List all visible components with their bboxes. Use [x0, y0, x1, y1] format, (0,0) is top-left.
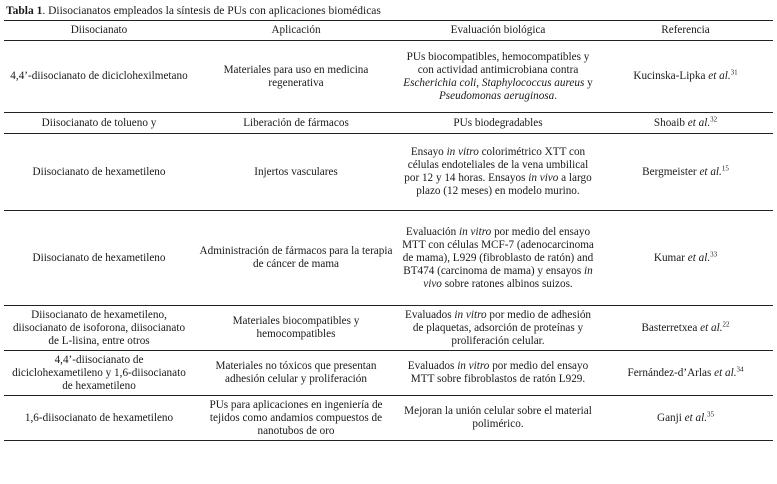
cell-referencia: Shoaib et al.$^{32}$ [598, 113, 773, 134]
table-row [4, 41, 773, 113]
cell-evaluacion: Evaluados in vitro por medio del ensayo MTT sobre fibroblastos de ratón L929. [398, 351, 598, 396]
cell-aplicacion: Injertos vasculares [194, 134, 398, 211]
cell-diisocianato: Diisocianato de hexametileno [4, 134, 194, 211]
cell-evaluacion: Evaluación in vitro por medio del ensayo MTT con células MCF-7 (adenocarcinoma de mama), L929 (fibroblasto de ratón) and BT474 (carcinoma de mama) y ensayos in vivo sobre ratones albinos suizos. [398, 211, 598, 306]
cell-evaluacion: Ensayo in vitro colorimétrico XTT con células endoteliales de la vena umbilical por 12 y 14 horas. Ensayos in vivo a largo plazo (12 meses) en modelo murino. [398, 134, 598, 211]
cell-diisocianato: 4,4’-diisocianato de diciclohexametileno y 1,6-diisocianato de hexametileno [4, 351, 194, 396]
table-caption [6, 4, 773, 18]
header-row [4, 21, 773, 41]
cell-evaluacion: Mejoran la unión celular sobre el material polimérico. [398, 396, 598, 441]
cell-aplicacion: Liberación de fármacos [194, 113, 398, 134]
cell-referencia: Basterretxea et al.$^{22}$ [598, 306, 773, 351]
table-row [4, 113, 773, 134]
cell-referencia: Fernández-d’Arlas et al.$^{34}$ [598, 351, 773, 396]
cell-diisocianato: Diisocianato de hexametileno, diisocianato de isoforona, diisocianato de L-lisina, entre otros [4, 306, 194, 351]
cell-diisocianato: 1,6-diisocianato de hexametileno [4, 396, 194, 441]
cell-diisocianato: 4,4’-diisocianato de diciclohexilmetano [4, 41, 194, 113]
caption-label: Tabla 1 [6, 5, 43, 17]
cell-aplicacion: Materiales no tóxicos que presentan adhesión celular y proliferación [194, 351, 398, 396]
header-evaluacion: Evaluación biológica [398, 21, 598, 41]
table-row [4, 134, 773, 211]
header-referencia: Referencia [598, 21, 773, 41]
cell-referencia: Ganji et al.$^{35}$ [598, 396, 773, 441]
header-aplicacion: Aplicación [194, 21, 398, 41]
header-diisocianato: Diisocianato [4, 21, 194, 41]
cell-evaluacion: PUs biodegradables [398, 113, 598, 134]
cell-referencia: Bergmeister et al.$^{15}$ [598, 134, 773, 211]
cell-aplicacion: Administración de fármacos para la terapia de cáncer de mama [194, 211, 398, 306]
cell-evaluacion: PUs biocompatibles, hemocompatibles y con actividad antimicrobiana contra Escherichia coli, Staphylococcus aureus y Pseudomonas aeruginosa. [398, 41, 598, 113]
cell-diisocianato: Diisocianato de hexametileno [4, 211, 194, 306]
cell-aplicacion: Materiales para uso en medicina regenerativa [194, 41, 398, 113]
cell-diisocianato: Diisocianato de tolueno y [4, 113, 194, 134]
cell-evaluacion: Evaluados in vitro por medio de adhesión de plaquetas, adsorción de proteínas y proliferación celular. [398, 306, 598, 351]
table-row [4, 396, 773, 441]
table-row [4, 211, 773, 306]
cell-referencia: Kumar et al.$^{33}$ [598, 211, 773, 306]
cell-referencia: Kucinska-Lipka et al.$^{31}$ [598, 41, 773, 113]
caption-text: . Diisocianatos empleados la síntesis de PUs con aplicaciones biomédicas [42, 5, 381, 17]
cell-aplicacion: Materiales biocompatibles y hemocompatibles [194, 306, 398, 351]
cell-aplicacion: PUs para aplicaciones en ingeniería de tejidos como andamios compuestos de nanotubos de oro [194, 396, 398, 441]
table-row [4, 306, 773, 351]
table-row [4, 351, 773, 396]
diisocyanates-table [4, 20, 773, 441]
